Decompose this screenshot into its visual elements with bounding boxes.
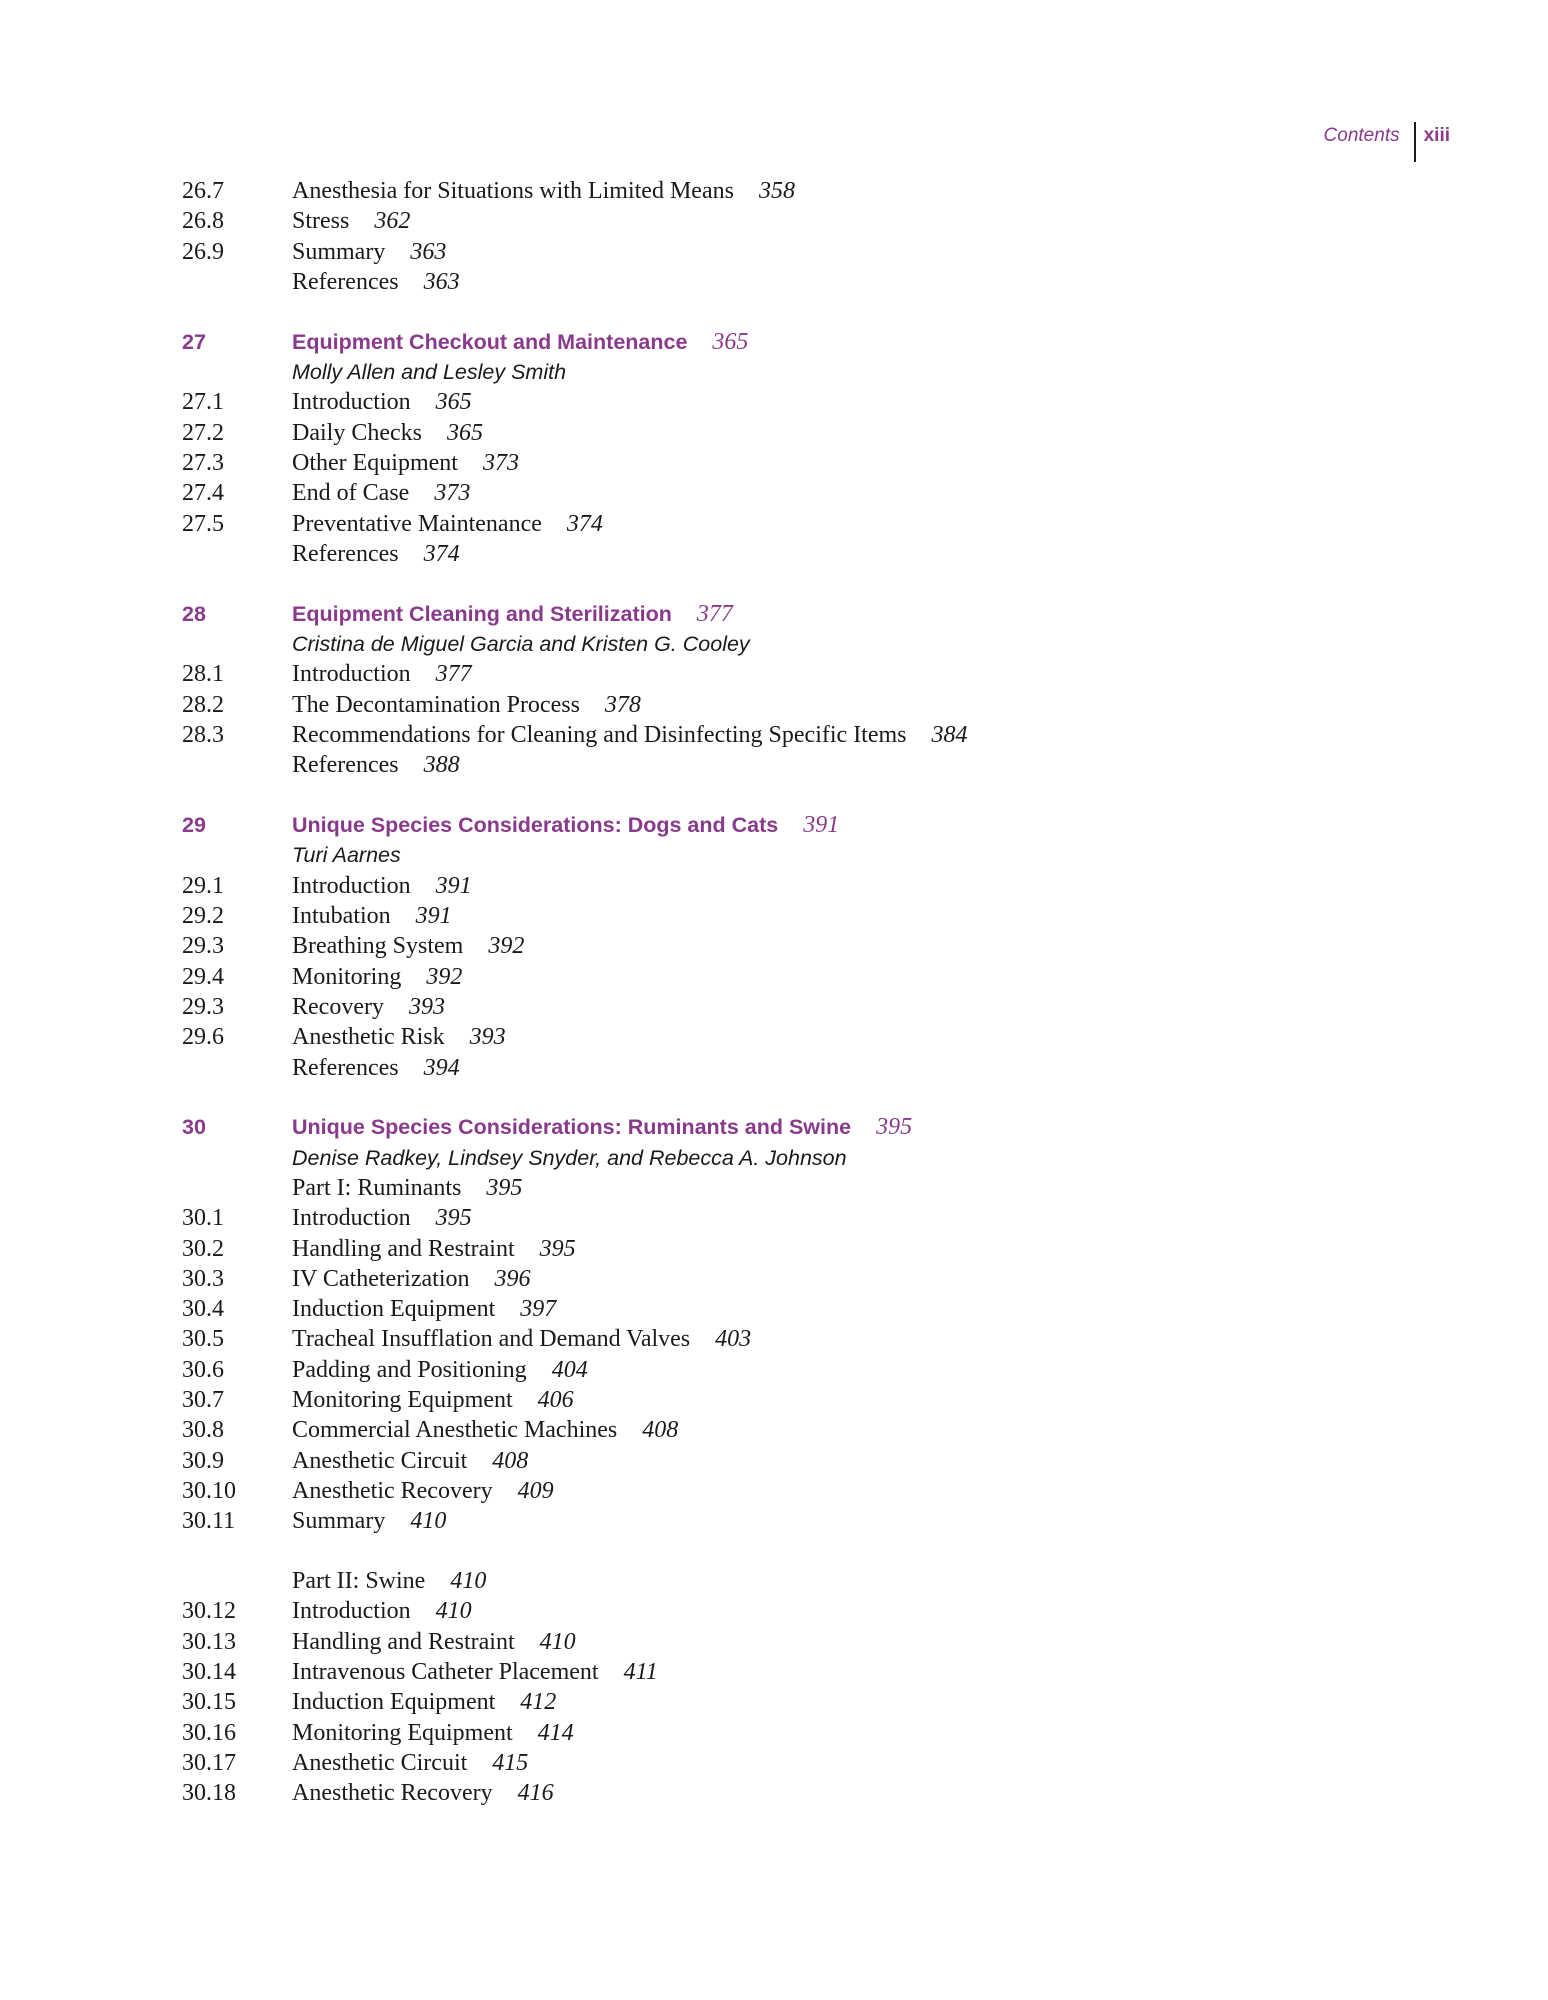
section-number: 30.9 — [182, 1447, 224, 1474]
chapter-authors: Denise Radkey, Lindsey Snyder, and Rebecca A. Johnson — [292, 1145, 847, 1170]
section-title: Other Equipment — [292, 449, 458, 476]
toc-entry-row — [182, 1022, 1382, 1052]
section-title: Anesthetic Recovery — [292, 1477, 493, 1504]
section-title: Breathing System — [292, 933, 464, 960]
section-title: Anesthetic Circuit — [292, 1447, 468, 1474]
page-ref: 410 — [410, 1508, 447, 1535]
toc-entry-row — [182, 1657, 1382, 1687]
section-number: 26.7 — [182, 178, 224, 204]
toc-entry-row — [182, 539, 1382, 569]
section-title: Intravenous Catheter Placement — [292, 1659, 599, 1686]
toc-chapter-row — [182, 327, 1382, 357]
page-ref: 393 — [408, 993, 445, 1020]
chapter-authors: Molly Allen and Lesley Smith — [292, 360, 567, 385]
page-ref: 384 — [931, 721, 968, 748]
page-ref: 414 — [537, 1719, 574, 1746]
page-number: xiii — [1423, 125, 1450, 146]
toc-entry-row — [182, 1687, 1382, 1717]
section-title: Padding and Positioning — [292, 1356, 527, 1383]
page-ref: 416 — [517, 1780, 554, 1807]
section-title: Anesthetic Circuit — [292, 1749, 468, 1776]
section-number: 27.3 — [182, 449, 224, 476]
section-title: Stress — [292, 208, 350, 235]
section-number: 29.4 — [182, 963, 224, 990]
section-number: 30.12 — [182, 1598, 236, 1625]
section-title: References — [292, 1054, 399, 1081]
section-number: 30.8 — [182, 1417, 224, 1444]
chapter-number: 30 — [182, 1115, 206, 1140]
section-number: 28.1 — [182, 661, 224, 688]
toc-entry-row — [182, 1748, 1382, 1778]
page-ref: 412 — [520, 1689, 557, 1716]
toc-entry-row — [182, 1415, 1382, 1445]
page-ref: 393 — [469, 1024, 506, 1051]
toc-entry-row — [182, 387, 1382, 417]
section-number: 30.5 — [182, 1326, 224, 1353]
toc-entry-row — [182, 690, 1382, 720]
section-title: Anesthetic Risk — [292, 1024, 445, 1051]
toc-entry-row — [182, 1324, 1382, 1354]
toc-entry-row — [182, 871, 1382, 901]
toc-entry-row — [182, 720, 1382, 750]
page-ref: 403 — [715, 1326, 752, 1353]
toc-entry-row — [182, 237, 1382, 267]
toc-entry-row — [182, 206, 1382, 236]
section-title: Daily Checks — [292, 419, 422, 446]
section-title: Introduction — [292, 872, 411, 899]
section-title: Summary — [292, 1508, 386, 1535]
section-title: IV Catheterization — [292, 1265, 470, 1292]
toc-entry-row — [182, 1203, 1382, 1233]
toc-authors-row — [182, 840, 1382, 870]
page-ref: 410 — [435, 1598, 472, 1625]
section-title: Preventative Maintenance — [292, 510, 542, 537]
page-ref: 408 — [492, 1447, 529, 1474]
toc-entry-row — [182, 1264, 1382, 1294]
page-ref: 391 — [415, 903, 452, 930]
page-ref: 408 — [642, 1417, 679, 1444]
toc-spacer — [182, 297, 1382, 327]
toc-entry-row — [182, 478, 1382, 508]
section-title: Induction Equipment — [292, 1296, 496, 1323]
toc-authors-row — [182, 357, 1382, 387]
page-ref: 397 — [520, 1296, 557, 1323]
toc-chapter-row — [182, 810, 1382, 840]
page-ref: 392 — [488, 933, 525, 960]
page-ref: 394 — [423, 1054, 460, 1081]
section-title: The Decontamination Process — [292, 691, 580, 718]
toc-entry-row — [182, 1476, 1382, 1506]
section-title: References — [292, 752, 399, 779]
page-ref: 395 — [539, 1235, 576, 1262]
page-ref: 374 — [423, 540, 460, 567]
running-head — [1324, 122, 1450, 162]
section-title: Summary — [292, 238, 386, 265]
page-ref: 373 — [434, 480, 471, 507]
section-title: Part II: Swine — [292, 1568, 426, 1595]
chapter-number: 27 — [182, 329, 206, 354]
section-title: Recommendations for Cleaning and Disinfecting Specific Items — [292, 721, 907, 748]
chapter-title: Unique Species Considerations: Ruminants and Swine — [292, 1115, 852, 1140]
page-ref: 358 — [758, 178, 795, 204]
section-number: 29.1 — [182, 872, 224, 899]
section-title: Monitoring Equipment — [292, 1719, 513, 1746]
toc-entry-row — [182, 1506, 1382, 1536]
page-ref: 365 — [435, 389, 472, 416]
toc-entry-row — [182, 1627, 1382, 1657]
toc-entry-row — [182, 901, 1382, 931]
section-number: 27.5 — [182, 510, 224, 537]
toc-entry-row — [182, 1173, 1382, 1203]
toc-entry-row — [182, 509, 1382, 539]
toc-entry-row — [182, 1566, 1382, 1596]
chapter-title: Unique Species Considerations: Dogs and Cats — [292, 813, 779, 838]
toc-entry-row — [182, 962, 1382, 992]
page-ref: 395 — [435, 1205, 472, 1232]
section-number: 30.2 — [182, 1235, 224, 1262]
section-number: 30.17 — [182, 1749, 236, 1776]
page-ref: 363 — [410, 238, 447, 265]
section-title: Induction Equipment — [292, 1689, 496, 1716]
section-number: 26.8 — [182, 208, 224, 235]
toc-entry-row — [182, 448, 1382, 478]
page-ref: 365 — [446, 419, 483, 446]
toc-chapter-row — [182, 599, 1382, 629]
section-title: Handling and Restraint — [292, 1235, 515, 1262]
chapter-number: 28 — [182, 601, 206, 626]
section-number: 28.2 — [182, 691, 224, 718]
page-ref: 373 — [482, 449, 519, 476]
toc-entry-row — [182, 1355, 1382, 1385]
toc-entry-row — [182, 1596, 1382, 1626]
section-number: 30.18 — [182, 1780, 236, 1807]
page-ref: 396 — [494, 1265, 531, 1292]
page-ref: 395 — [876, 1114, 913, 1141]
page-ref: 409 — [517, 1477, 554, 1504]
page-ref: 410 — [450, 1568, 487, 1595]
toc-entry-row — [182, 1234, 1382, 1264]
toc-entry-row — [182, 1446, 1382, 1476]
toc-entry-row — [182, 1778, 1382, 1808]
section-number: 29.3 — [182, 933, 224, 960]
section-title: References — [292, 540, 399, 567]
section-title: Introduction — [292, 1598, 411, 1625]
toc-entry-row — [182, 267, 1382, 297]
page-ref: 410 — [539, 1628, 576, 1655]
chapter-authors: Cristina de Miguel Garcia and Kristen G. Cooley — [292, 632, 750, 657]
section-title: Introduction — [292, 389, 411, 416]
toc-entry-row — [182, 1718, 1382, 1748]
toc-entry-row — [182, 1294, 1382, 1324]
toc-entry-row — [182, 418, 1382, 448]
toc-spacer — [182, 1083, 1382, 1113]
page-ref: 377 — [696, 600, 733, 627]
running-head-section: Contents — [1323, 125, 1400, 146]
table-of-contents — [182, 176, 1382, 1809]
toc-entry-row — [182, 1053, 1382, 1083]
section-number: 30.16 — [182, 1719, 236, 1746]
section-title: Commercial Anesthetic Machines — [292, 1417, 618, 1444]
page-ref: 378 — [604, 691, 641, 718]
toc-chapter-row — [182, 1112, 1382, 1142]
toc-authors-row — [182, 1143, 1382, 1173]
section-number: 30.11 — [182, 1508, 236, 1535]
toc-entry-row — [182, 992, 1382, 1022]
page-ref: 415 — [492, 1749, 529, 1776]
section-title: Monitoring Equipment — [292, 1387, 513, 1414]
page-ref: 395 — [486, 1174, 523, 1201]
section-number: 30.6 — [182, 1356, 224, 1383]
section-title: Anesthesia for Situations with Limited Means — [292, 178, 734, 204]
section-number: 26.9 — [182, 238, 224, 265]
page-ref: 391 — [435, 872, 472, 899]
page-ref: 391 — [803, 812, 840, 839]
section-number: 30.7 — [182, 1387, 224, 1414]
section-number: 30.3 — [182, 1265, 224, 1292]
page-ref: 404 — [551, 1356, 588, 1383]
section-number: 27.2 — [182, 419, 224, 446]
toc-spacer — [182, 569, 1382, 599]
section-title: References — [292, 268, 399, 295]
toc-spacer — [182, 781, 1382, 811]
section-title: Intubation — [292, 903, 391, 930]
section-title: Tracheal Insufflation and Demand Valves — [292, 1326, 691, 1353]
section-title: Monitoring — [292, 963, 402, 990]
section-number: 29.6 — [182, 1024, 224, 1051]
section-number: 27.4 — [182, 480, 224, 507]
section-title: Introduction — [292, 661, 411, 688]
section-number: 28.3 — [182, 721, 224, 748]
toc-entry-row — [182, 750, 1382, 780]
section-number: 30.1 — [182, 1205, 224, 1232]
section-number: 27.1 — [182, 389, 224, 416]
section-title: Recovery — [292, 993, 384, 1020]
toc-entry-row — [182, 176, 1382, 206]
page-ref: 406 — [537, 1387, 574, 1414]
section-number: 30.13 — [182, 1628, 236, 1655]
section-number: 30.14 — [182, 1659, 236, 1686]
section-number: 30.4 — [182, 1296, 224, 1323]
toc-entry-row — [182, 1385, 1382, 1415]
chapter-authors: Turi Aarnes — [292, 843, 401, 868]
section-number: 30.10 — [182, 1477, 236, 1504]
toc-entry-row — [182, 659, 1382, 689]
section-title: End of Case — [292, 480, 410, 507]
page-ref: 362 — [374, 208, 411, 235]
page-ref: 365 — [712, 328, 749, 355]
toc-authors-row — [182, 629, 1382, 659]
page-ref: 377 — [435, 661, 472, 688]
section-title: Anesthetic Recovery — [292, 1780, 493, 1807]
page-ref: 392 — [426, 963, 463, 990]
section-title: Part I: Ruminants — [292, 1174, 462, 1201]
toc-spacer — [182, 1537, 1382, 1567]
page-ref: 374 — [566, 510, 603, 537]
chapter-title: Equipment Cleaning and Sterilization — [292, 601, 672, 626]
section-number: 29.3 — [182, 993, 224, 1020]
toc-entry-row — [182, 931, 1382, 961]
page-ref: 411 — [623, 1659, 658, 1686]
chapter-title: Equipment Checkout and Maintenance — [292, 329, 688, 354]
page-ref: 363 — [423, 268, 460, 295]
section-title: Handling and Restraint — [292, 1628, 515, 1655]
section-title: Introduction — [292, 1205, 411, 1232]
section-number: 29.2 — [182, 903, 224, 930]
page-ref: 388 — [423, 752, 460, 779]
section-number: 30.15 — [182, 1689, 236, 1716]
chapter-number: 29 — [182, 813, 206, 838]
